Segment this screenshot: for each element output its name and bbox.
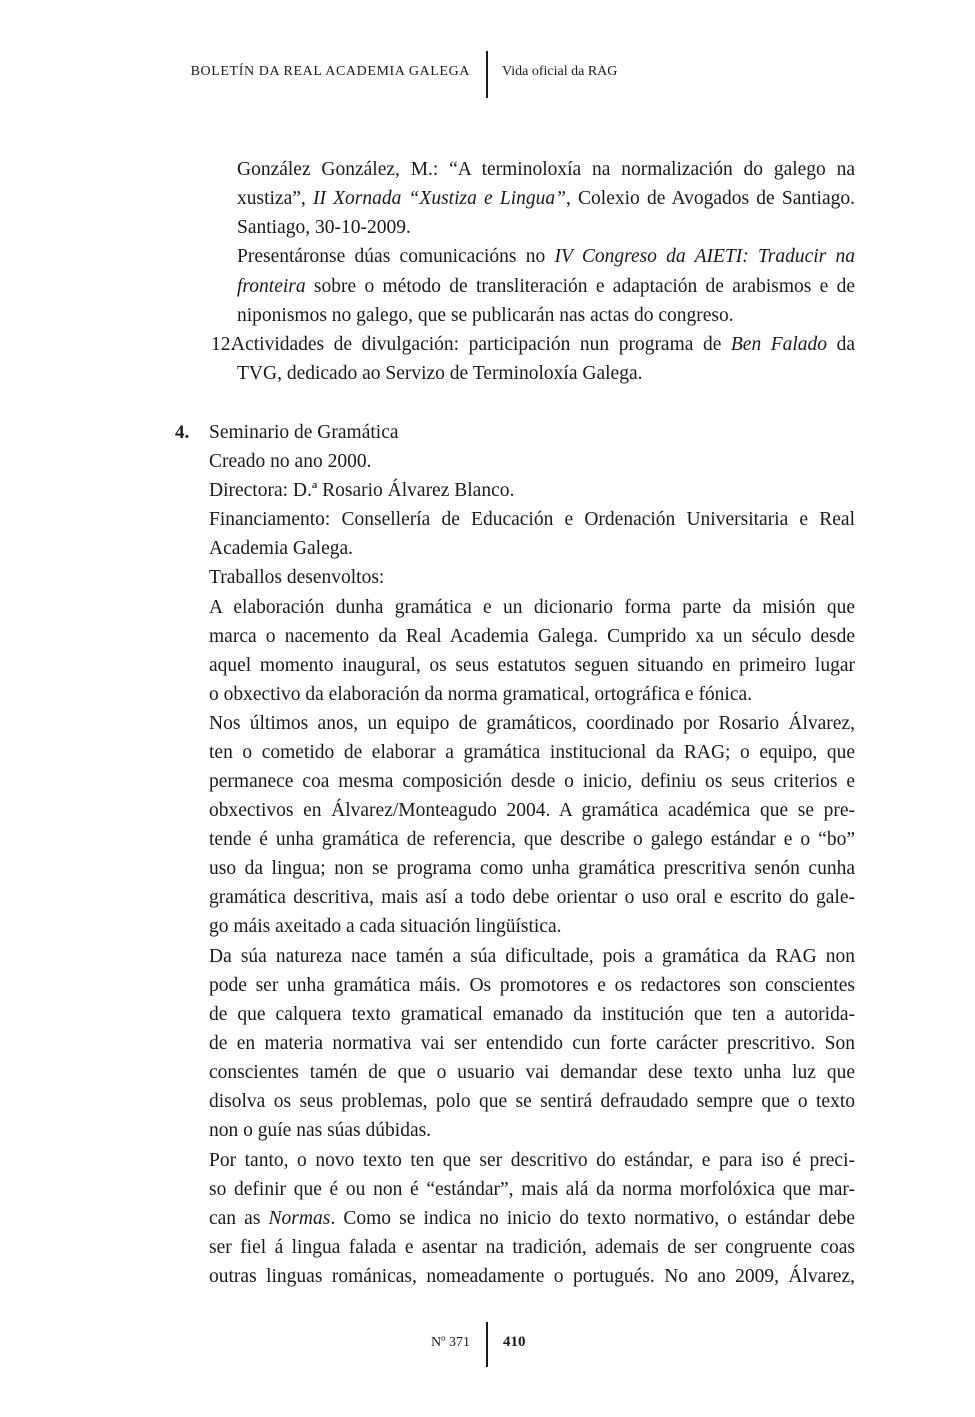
- section-title: Vida oficial da RAG: [502, 64, 618, 79]
- journal-title: BOLETÍN DA REAL ACADEMIA GALEGA: [190, 64, 470, 79]
- work-label: Traballos desenvoltos:: [209, 567, 385, 588]
- paragraph-line: o obxectivo da elaboración da norma gramatical, ortográfica e fónica.: [209, 684, 753, 705]
- issue-number: Nº 371: [431, 1335, 470, 1350]
- page-header: [0, 51, 975, 98]
- reference-line: González González, M.: “A terminoloxía na normalización do galego na: [237, 159, 855, 180]
- paragraph-line: ten o cometido de elaborar a gramática institucional da RAG; o equipo, que: [209, 742, 855, 763]
- paragraph-line: ser fiel á lingua falada e asentar na tradición, ademais de ser congruente coas: [209, 1237, 855, 1258]
- list-item-text: TVG, dedicado ao Servizo de Terminoloxía Galega.: [237, 363, 643, 384]
- paragraph-line: uso da lingua; non se programa como unha gramática prescritiva senón cunha: [209, 858, 855, 879]
- paragraph-line: Nos últimos anos, un equipo de gramáticos, coordinado por Rosario Álvarez,: [209, 713, 855, 734]
- footer-divider: [486, 1322, 488, 1367]
- page-number: 410: [503, 1334, 526, 1350]
- paragraph-line: go máis axeitado a cada situación lingüística.: [209, 916, 562, 937]
- reference-line: xustiza”, II Xornada “Xustiza e Lingua”, Colexio de Avogados de Santiago.: [237, 188, 855, 209]
- paragraph-line: de en materia normativa vai ser entendido cun forte carácter prescritivo. Son: [209, 1033, 855, 1054]
- paragraph-line: de que calquera texto gramatical emanado da institución que ten a autorida-: [209, 1004, 855, 1025]
- paragraph-line: pode ser unha gramática máis. Os promotores e os redactores son conscientes: [209, 975, 855, 996]
- program-title: Ben Falado: [730, 334, 828, 355]
- paragraph-line: so definir que é ou non é “estándar”, mais alá da norma morfolóxica que mar-: [209, 1179, 855, 1200]
- paragraph-line: marca o nacemento da Real Academia Galega. Cumprido xa un século desde: [209, 626, 855, 647]
- paragraph-line: tende é unha gramática de referencia, que describe o galego estándar e o “bo”: [209, 829, 855, 850]
- director-info: Directora: D.ª Rosario Álvarez Blanco.: [209, 480, 515, 501]
- created-info: Creado no ano 2000.: [209, 451, 372, 472]
- paragraph-line: permanece coa mesma composición desde o inicio, definiu os seus criterios e: [209, 771, 855, 792]
- paragraph-line: disolva os seus problemas, polo que se sentirá defraudado sempre que o texto: [209, 1091, 855, 1112]
- list-number: 12.: [211, 334, 236, 355]
- paragraph-line: gramática descritiva, mais así a todo debe orientar o uso oral e escrito do gale-: [209, 887, 855, 908]
- paragraph-line: non o guíe nas súas dúbidas.: [209, 1120, 432, 1141]
- header-divider: [486, 51, 488, 98]
- paragraph-line: Da súa natureza nace tamén a súa dificultade, pois a gramática da RAG non: [209, 946, 855, 967]
- paragraph-line: obxectivos en Álvarez/Monteagudo 2004. A gramática académica que se pre-: [209, 800, 855, 821]
- reference-line: Santiago, 30-10-2009.: [237, 217, 411, 238]
- normas-title: Normas: [268, 1208, 331, 1229]
- funding-info: Academia Galega.: [209, 538, 354, 559]
- congress-title: IV Congreso da AIETI: Traducir na: [554, 246, 855, 267]
- presentations-line: fronteira sobre o método de transliteración e adaptación de arabismos e de: [237, 276, 855, 297]
- paragraph-line: A elaboración dunha gramática e un dicionario forma parte da misión que: [209, 597, 855, 618]
- section-heading: Seminario de Gramática: [209, 422, 399, 443]
- presentations-line: niponismos no galego, que se publicarán nas actas do congreso.: [237, 305, 734, 326]
- page-footer: [0, 1322, 975, 1367]
- congress-title: fronteira: [237, 276, 306, 297]
- event-title: II Xornada “Xustiza e Lingua”: [312, 188, 566, 209]
- section-number: 4.: [175, 422, 190, 443]
- paragraph-line: Por tanto, o novo texto ten que ser descritivo do estándar, e para iso é preci-: [209, 1150, 855, 1171]
- presentations-line: Presentáronse dúas comunicacións no IV Congreso da AIETI: Traducir na: [237, 246, 855, 267]
- funding-info: Financiamento: Consellería de Educación e Ordenación Universitaria e Real: [209, 509, 855, 530]
- paragraph-line: can as Normas. Como se indica no inicio do texto normativo, o estándar debe: [209, 1208, 855, 1229]
- list-item-text: Actividades de divulgación: participación nun programa de Ben Falado da: [231, 334, 855, 355]
- paragraph-line: outras linguas románicas, nomeadamente o portugués. No ano 2009, Álvarez,: [209, 1266, 855, 1287]
- paragraph-line: aquel momento inaugural, os seus estatutos seguen situando en primeiro lugar: [209, 655, 855, 676]
- paragraph-line: conscientes tamén de que o usuario vai demandar dese texto unha luz que: [209, 1062, 855, 1083]
